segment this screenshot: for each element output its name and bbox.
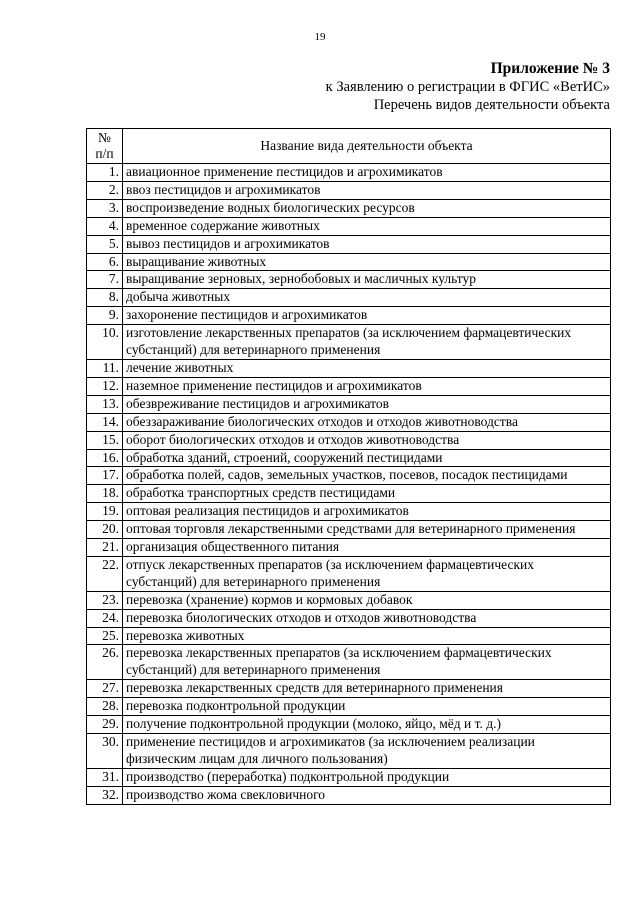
row-number: 4. (87, 217, 123, 235)
row-number: 15. (87, 431, 123, 449)
row-number: 26. (87, 645, 123, 680)
row-number: 32. (87, 786, 123, 804)
activity-name: воспроизведение водных биологических ресурсов (123, 199, 611, 217)
row-number: 2. (87, 181, 123, 199)
row-number: 23. (87, 591, 123, 609)
row-number: 27. (87, 680, 123, 698)
column-header-name: Название вида деятельности объекта (123, 129, 611, 164)
table-row (87, 467, 611, 485)
activity-name: перевозка животных (123, 627, 611, 645)
table-row (87, 680, 611, 698)
page-number: 19 (314, 31, 326, 43)
activity-name: перевозка лекарственных средств для ветеринарного применения (123, 680, 611, 698)
row-number: 7. (87, 271, 123, 289)
activity-name: получение подконтрольной продукции (молоко, яйцо, мёд и т. д.) (123, 716, 611, 734)
activity-name: обработка транспортных средств пестицидами (123, 485, 611, 503)
activity-name: вывоз пестицидов и агрохимикатов (123, 235, 611, 253)
row-number: 1. (87, 164, 123, 182)
appendix-caption: Перечень видов деятельности объекта (373, 97, 610, 113)
activity-name: перевозка лекарственных препаратов (за исключением фармацевтических субстанций) для ветеринарного применения (123, 645, 611, 680)
table-row (87, 217, 611, 235)
table-body (87, 164, 611, 805)
row-number: 18. (87, 485, 123, 503)
row-number: 28. (87, 698, 123, 716)
column-header-number (87, 129, 123, 164)
table-row (87, 768, 611, 786)
activity-name: оптовая торговля лекарственными средствами для ветеринарного применения (123, 521, 611, 539)
table-row (87, 271, 611, 289)
table-row (87, 431, 611, 449)
activity-name: обезвреживание пестицидов и агрохимикатов (123, 395, 611, 413)
row-number: 31. (87, 768, 123, 786)
activity-name: перевозка (хранение) кормов и кормовых добавок (123, 591, 611, 609)
table-row (87, 413, 611, 431)
row-number: 14. (87, 413, 123, 431)
row-number: 8. (87, 289, 123, 307)
activity-table (86, 128, 611, 805)
column-header-number-line1: № (98, 130, 111, 145)
activity-name: обработка зданий, строений, сооружений пестицидами (123, 449, 611, 467)
activity-name: захоронение пестицидов и агрохимикатов (123, 307, 611, 325)
row-number: 20. (87, 521, 123, 539)
table-row (87, 716, 611, 734)
table-row (87, 325, 611, 360)
activity-name: перевозка подконтрольной продукции (123, 698, 611, 716)
activity-name: обеззараживание биологических отходов и отходов животноводства (123, 413, 611, 431)
table-row (87, 395, 611, 413)
row-number: 25. (87, 627, 123, 645)
column-header-number-line2: п/п (95, 146, 114, 161)
table-row (87, 359, 611, 377)
row-number: 13. (87, 395, 123, 413)
table-row (87, 627, 611, 645)
row-number: 16. (87, 449, 123, 467)
row-number: 10. (87, 325, 123, 360)
table-row (87, 539, 611, 557)
table-row (87, 235, 611, 253)
activity-name: добыча животных (123, 289, 611, 307)
activity-name: применение пестицидов и агрохимикатов (за исключением реализации физическим лицам для личного пользования) (123, 734, 611, 769)
row-number: 11. (87, 359, 123, 377)
table-row (87, 289, 611, 307)
table-row (87, 503, 611, 521)
row-number: 21. (87, 539, 123, 557)
table-row (87, 786, 611, 804)
table-row (87, 734, 611, 769)
row-number: 30. (87, 734, 123, 769)
activity-name: отпуск лекарственных препаратов (за исключением фармацевтических субстанций) для ветеринарного применения (123, 556, 611, 591)
activity-name: авиационное применение пестицидов и агрохимикатов (123, 164, 611, 182)
table-row (87, 181, 611, 199)
table-row (87, 609, 611, 627)
activity-name: наземное применение пестицидов и агрохимикатов (123, 377, 611, 395)
table-row (87, 556, 611, 591)
row-number: 19. (87, 503, 123, 521)
table-row (87, 485, 611, 503)
table-header-row (87, 129, 611, 164)
table-row (87, 449, 611, 467)
activity-name: оптовая реализация пестицидов и агрохимикатов (123, 503, 611, 521)
activity-name: выращивание зерновых, зернобобовых и масличных культур (123, 271, 611, 289)
table-row (87, 698, 611, 716)
row-number: 17. (87, 467, 123, 485)
row-number: 29. (87, 716, 123, 734)
activity-name: оборот биологических отходов и отходов животноводства (123, 431, 611, 449)
appendix-title: Приложение № 3 (490, 60, 610, 77)
activity-name: лечение животных (123, 359, 611, 377)
row-number: 6. (87, 253, 123, 271)
row-number: 24. (87, 609, 123, 627)
table-row (87, 307, 611, 325)
table-row (87, 199, 611, 217)
activity-name: производство жома свекловичного (123, 786, 611, 804)
activity-name: производство (переработка) подконтрольной продукции (123, 768, 611, 786)
activity-name: организация общественного питания (123, 539, 611, 557)
activity-name: перевозка биологических отходов и отходов животноводства (123, 609, 611, 627)
table-row (87, 164, 611, 182)
row-number: 9. (87, 307, 123, 325)
table-row (87, 645, 611, 680)
activity-name: временное содержание животных (123, 217, 611, 235)
table-row (87, 377, 611, 395)
activity-name: ввоз пестицидов и агрохимикатов (123, 181, 611, 199)
activity-name: обработка полей, садов, земельных участков, посевов, посадок пестицидами (123, 467, 611, 485)
activity-name: выращивание животных (123, 253, 611, 271)
table-row (87, 253, 611, 271)
table-row (87, 521, 611, 539)
appendix-subtitle: к Заявлению о регистрации в ФГИС «ВетИС» (325, 79, 610, 95)
activity-name: изготовление лекарственных препаратов (за исключением фармацевтических субстанций) для ветеринарного применения (123, 325, 611, 360)
table-row (87, 591, 611, 609)
row-number: 5. (87, 235, 123, 253)
appendix-header (326, 60, 610, 114)
row-number: 12. (87, 377, 123, 395)
row-number: 3. (87, 199, 123, 217)
row-number: 22. (87, 556, 123, 591)
